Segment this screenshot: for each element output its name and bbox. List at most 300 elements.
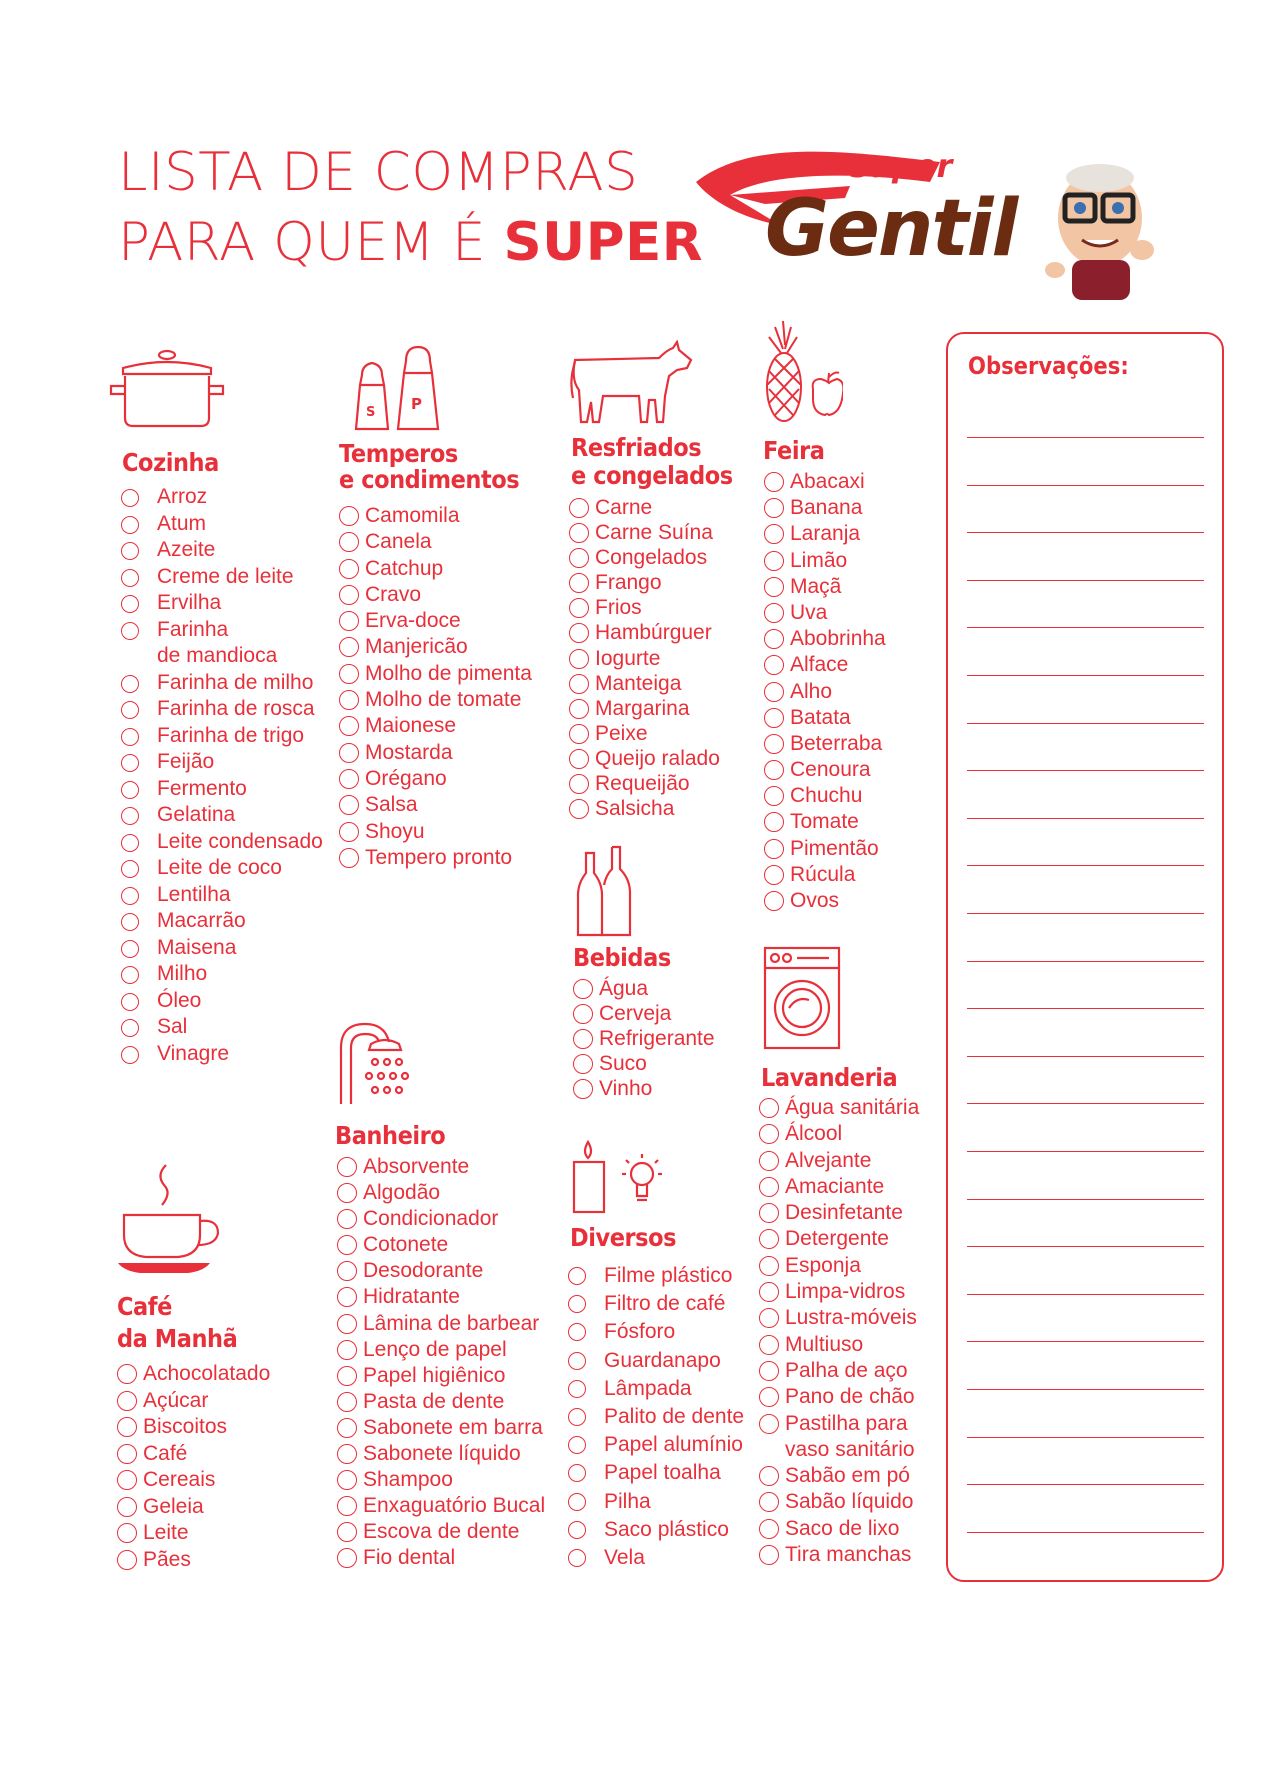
list-item[interactable] — [339, 740, 532, 766]
checkbox-circle[interactable] — [339, 795, 359, 815]
observacoes-writing-line[interactable] — [967, 1199, 1204, 1200]
list-item[interactable] — [339, 845, 532, 871]
list-item[interactable] — [759, 1148, 919, 1174]
checkbox-circle[interactable] — [117, 1523, 137, 1543]
checkbox-circle[interactable] — [569, 523, 589, 543]
checkbox-circle[interactable] — [337, 1366, 357, 1386]
checkbox-circle[interactable] — [117, 1364, 137, 1384]
list-item[interactable] — [759, 1411, 919, 1464]
checkbox-circle[interactable] — [569, 573, 589, 593]
list-item[interactable] — [569, 570, 720, 595]
temperos-title-line-2: e condimentos — [339, 465, 520, 494]
shower-icon — [337, 1018, 417, 1106]
list-item[interactable] — [569, 671, 720, 696]
list-item[interactable] — [764, 783, 886, 809]
observacoes-writing-line[interactable] — [967, 1294, 1204, 1295]
list-item[interactable] — [117, 1441, 270, 1468]
checkbox-circle[interactable] — [759, 1492, 779, 1512]
list-item[interactable] — [764, 469, 886, 495]
checkbox-circle[interactable] — [121, 516, 139, 534]
checkbox-circle[interactable] — [339, 848, 359, 868]
list-item[interactable] — [121, 537, 323, 564]
checkbox-circle[interactable] — [121, 781, 139, 799]
checkbox-circle[interactable] — [759, 1466, 779, 1486]
checkbox-circle[interactable] — [568, 1549, 586, 1567]
list-item[interactable] — [759, 1358, 919, 1384]
list-item[interactable] — [759, 1226, 919, 1252]
checkbox-circle[interactable] — [568, 1408, 586, 1426]
list-item[interactable] — [117, 1361, 270, 1388]
list-item[interactable] — [759, 1332, 919, 1358]
checkbox-circle[interactable] — [569, 749, 589, 769]
item-label: Salsicha — [595, 797, 675, 821]
list-item[interactable] — [337, 1519, 545, 1545]
item-label: Açúcar — [143, 1388, 209, 1412]
list-item[interactable] — [121, 961, 323, 988]
item-label: Manteiga — [595, 671, 682, 695]
list-item[interactable] — [337, 1337, 545, 1363]
list-item[interactable] — [573, 976, 715, 1001]
item-label: Limpa-vidros — [785, 1280, 906, 1304]
list-item[interactable] — [121, 855, 323, 882]
item-label: Suco — [599, 1052, 647, 1076]
list-item[interactable] — [764, 757, 886, 783]
checkbox-circle[interactable] — [573, 1079, 593, 1099]
list-item[interactable] — [764, 521, 886, 547]
checkbox-circle[interactable] — [764, 760, 784, 780]
list-item[interactable] — [764, 731, 886, 757]
checkbox-circle[interactable] — [339, 716, 359, 736]
checkbox-circle[interactable] — [568, 1267, 586, 1285]
checkbox-circle[interactable] — [337, 1418, 357, 1438]
cozinha-title: Cozinha — [122, 448, 219, 477]
checkbox-circle[interactable] — [337, 1340, 357, 1360]
list-item[interactable] — [569, 646, 720, 671]
list-item[interactable] — [121, 484, 323, 511]
list-item[interactable] — [121, 590, 323, 617]
list-item[interactable] — [764, 888, 886, 914]
checkbox-circle[interactable] — [759, 1545, 779, 1565]
checkbox-circle[interactable] — [337, 1470, 357, 1490]
item-label: Palito de dente — [604, 1404, 745, 1428]
item-label: Álcool — [785, 1122, 843, 1146]
observacoes-title: Observações: — [968, 352, 1129, 380]
list-item[interactable] — [573, 1026, 715, 1051]
observacoes-writing-line[interactable] — [967, 818, 1204, 819]
checkbox-circle[interactable] — [764, 708, 784, 728]
list-item[interactable] — [339, 792, 532, 818]
checkbox-circle[interactable] — [569, 498, 589, 518]
checkbox-circle[interactable] — [121, 940, 139, 958]
item-label: Pães — [143, 1547, 191, 1571]
observacoes-writing-line[interactable] — [967, 1008, 1204, 1009]
list-item[interactable] — [568, 1516, 744, 1544]
observacoes-writing-line[interactable] — [967, 1246, 1204, 1247]
checkbox-circle[interactable] — [121, 913, 139, 931]
observacoes-writing-line[interactable] — [967, 865, 1204, 866]
item-label: Camomila — [365, 504, 460, 527]
list-item[interactable] — [569, 696, 720, 721]
list-item[interactable] — [117, 1414, 270, 1441]
item-label: Fermento — [157, 776, 247, 800]
list-item[interactable] — [568, 1318, 744, 1346]
checkbox-circle[interactable] — [764, 603, 784, 623]
list-item[interactable] — [764, 862, 886, 888]
list-item[interactable] — [339, 582, 532, 608]
checkbox-circle[interactable] — [764, 812, 784, 832]
checkbox-circle[interactable] — [759, 1229, 779, 1249]
list-item[interactable] — [117, 1467, 270, 1494]
checkbox-circle[interactable] — [121, 675, 139, 693]
list-item[interactable] — [337, 1441, 545, 1467]
checkbox-circle[interactable] — [764, 498, 784, 518]
checkbox-circle[interactable] — [764, 865, 784, 885]
checkbox-circle[interactable] — [339, 822, 359, 842]
list-item[interactable] — [764, 652, 886, 678]
list-item[interactable] — [339, 687, 532, 713]
list-item[interactable] — [573, 1076, 715, 1101]
list-item[interactable] — [337, 1467, 545, 1493]
list-item[interactable] — [568, 1403, 744, 1431]
checkbox-circle[interactable] — [121, 542, 139, 560]
list-item[interactable] — [568, 1290, 744, 1318]
list-item[interactable] — [337, 1232, 545, 1258]
list-item[interactable] — [759, 1279, 919, 1305]
checkbox-circle[interactable] — [339, 559, 359, 579]
list-item[interactable] — [121, 802, 323, 829]
list-item[interactable] — [569, 620, 720, 645]
checkbox-circle[interactable] — [568, 1521, 586, 1539]
checkbox-circle[interactable] — [121, 1046, 139, 1064]
observacoes-writing-line[interactable] — [967, 1151, 1204, 1152]
checkbox-circle[interactable] — [117, 1470, 137, 1490]
list-item[interactable] — [337, 1258, 545, 1284]
item-label: Pimentão — [790, 836, 879, 860]
checkbox-circle[interactable] — [568, 1352, 586, 1370]
list-item[interactable] — [121, 723, 323, 750]
observacoes-writing-line[interactable] — [967, 1389, 1204, 1390]
list-item[interactable] — [764, 809, 886, 835]
checkbox-circle[interactable] — [759, 1282, 779, 1302]
checkbox-circle[interactable] — [764, 472, 784, 492]
list-item[interactable] — [117, 1388, 270, 1415]
checkbox-circle[interactable] — [569, 674, 589, 694]
list-item[interactable] — [569, 721, 720, 746]
observacoes-writing-line[interactable] — [967, 532, 1204, 533]
list-item[interactable] — [759, 1463, 919, 1489]
list-item[interactable] — [764, 836, 886, 862]
list-item[interactable] — [121, 696, 323, 723]
checkbox-circle[interactable] — [339, 637, 359, 657]
list-item[interactable] — [121, 511, 323, 538]
list-item[interactable] — [337, 1206, 545, 1232]
list-item[interactable] — [764, 548, 886, 574]
checkbox-circle[interactable] — [759, 1177, 779, 1197]
checkbox-circle[interactable] — [121, 754, 139, 772]
checkbox-circle[interactable] — [337, 1548, 357, 1568]
bottles-icon — [574, 845, 632, 937]
list-item[interactable] — [121, 829, 323, 856]
checkbox-circle[interactable] — [121, 887, 139, 905]
list-item[interactable] — [339, 503, 532, 529]
list-item[interactable] — [759, 1489, 919, 1515]
observacoes-writing-line[interactable] — [967, 1056, 1204, 1057]
observacoes-writing-line[interactable] — [967, 1437, 1204, 1438]
checkbox-circle[interactable] — [764, 629, 784, 649]
checkbox-circle[interactable] — [117, 1550, 137, 1570]
checkbox-circle[interactable] — [121, 1019, 139, 1037]
resfriados-list — [569, 495, 720, 821]
observacoes-writing-line[interactable] — [967, 675, 1204, 676]
checkbox-circle[interactable] — [759, 1124, 779, 1144]
checkbox-circle[interactable] — [339, 506, 359, 526]
checkbox-circle[interactable] — [569, 724, 589, 744]
checkbox-circle[interactable] — [764, 655, 784, 675]
list-item[interactable] — [764, 679, 886, 705]
checkbox-circle[interactable] — [573, 1029, 593, 1049]
list-item[interactable] — [759, 1542, 919, 1568]
checkbox-circle[interactable] — [759, 1361, 779, 1381]
item-label: Condicionador — [363, 1207, 499, 1231]
list-item[interactable] — [568, 1488, 744, 1516]
item-label: Catchup — [365, 556, 444, 580]
checkbox-circle[interactable] — [569, 548, 589, 568]
checkbox-circle[interactable] — [337, 1157, 357, 1177]
list-item[interactable] — [339, 608, 532, 634]
checkbox-circle[interactable] — [337, 1392, 357, 1412]
super-gentil-logo — [690, 100, 1210, 300]
checkbox-circle[interactable] — [337, 1209, 357, 1229]
checkbox-circle[interactable] — [339, 585, 359, 605]
list-item[interactable] — [339, 766, 532, 792]
list-item[interactable] — [121, 935, 323, 962]
list-item[interactable] — [121, 617, 323, 670]
checkbox-circle[interactable] — [117, 1417, 137, 1437]
observacoes-writing-line[interactable] — [967, 913, 1204, 914]
checkbox-circle[interactable] — [337, 1287, 357, 1307]
salt-pepper-icon — [354, 345, 446, 431]
checkbox-circle[interactable] — [121, 834, 139, 852]
list-item[interactable] — [764, 626, 886, 652]
checkbox-circle[interactable] — [568, 1295, 586, 1313]
list-item[interactable] — [764, 705, 886, 731]
checkbox-circle[interactable] — [117, 1497, 137, 1517]
list-item[interactable] — [337, 1545, 545, 1571]
list-item[interactable] — [759, 1305, 919, 1331]
observacoes-writing-line[interactable] — [967, 1484, 1204, 1485]
list-item[interactable] — [764, 574, 886, 600]
checkbox-circle[interactable] — [339, 690, 359, 710]
cozinha-list — [121, 484, 323, 1067]
checkbox-circle[interactable] — [337, 1235, 357, 1255]
list-item[interactable] — [339, 819, 532, 845]
checkbox-circle[interactable] — [569, 699, 589, 719]
list-item[interactable] — [568, 1262, 744, 1290]
checkbox-circle[interactable] — [121, 489, 139, 507]
observacoes-writing-line[interactable] — [967, 1103, 1204, 1104]
list-item[interactable] — [568, 1431, 744, 1459]
list-item[interactable] — [759, 1095, 919, 1121]
item-label: Lenço de papel — [363, 1337, 507, 1361]
checkbox-circle[interactable] — [121, 728, 139, 746]
list-item[interactable] — [337, 1415, 545, 1441]
observacoes-writing-line[interactable] — [967, 627, 1204, 628]
list-item[interactable] — [569, 520, 720, 545]
list-item[interactable] — [569, 595, 720, 620]
observacoes-writing-line[interactable] — [967, 1341, 1204, 1342]
checkbox-circle[interactable] — [759, 1335, 779, 1355]
list-item[interactable] — [121, 564, 323, 591]
list-item[interactable] — [339, 661, 532, 687]
checkbox-circle[interactable] — [764, 891, 784, 911]
checkbox-circle[interactable] — [121, 860, 139, 878]
list-item[interactable] — [337, 1363, 545, 1389]
checkbox-circle[interactable] — [764, 577, 784, 597]
list-item[interactable] — [568, 1347, 744, 1375]
checkbox-circle[interactable] — [568, 1380, 586, 1398]
list-item[interactable] — [569, 796, 720, 821]
checkbox-circle[interactable] — [339, 743, 359, 763]
checkbox-circle[interactable] — [568, 1464, 586, 1482]
list-item[interactable] — [121, 1014, 323, 1041]
list-item[interactable] — [573, 1001, 715, 1026]
checkbox-circle[interactable] — [759, 1387, 779, 1407]
checkbox-circle[interactable] — [121, 569, 139, 587]
list-item[interactable] — [764, 495, 886, 521]
list-item[interactable] — [339, 529, 532, 555]
checkbox-circle[interactable] — [764, 524, 784, 544]
list-item[interactable] — [121, 908, 323, 935]
checkbox-circle[interactable] — [121, 595, 139, 613]
list-item[interactable] — [337, 1180, 545, 1206]
observacoes-writing-line[interactable] — [967, 437, 1204, 438]
list-item[interactable] — [121, 882, 323, 909]
mascot-grandpa-icon — [1045, 164, 1154, 300]
checkbox-circle[interactable] — [121, 966, 139, 984]
list-item[interactable] — [759, 1516, 919, 1542]
list-item[interactable] — [121, 749, 323, 776]
item-label: Manjericão — [365, 635, 468, 659]
item-label: Absorvente — [363, 1155, 470, 1178]
checkbox-circle[interactable] — [121, 993, 139, 1011]
checkbox-circle[interactable] — [117, 1391, 137, 1411]
list-item[interactable] — [569, 746, 720, 771]
list-item[interactable] — [568, 1375, 744, 1403]
checkbox-circle[interactable] — [764, 734, 784, 754]
list-item[interactable] — [569, 495, 720, 520]
list-item[interactable] — [339, 556, 532, 582]
list-item[interactable] — [117, 1494, 270, 1521]
list-item[interactable] — [759, 1253, 919, 1279]
list-item[interactable] — [121, 988, 323, 1015]
checkbox-circle[interactable] — [337, 1444, 357, 1464]
checkbox-circle[interactable] — [337, 1496, 357, 1516]
checkbox-circle[interactable] — [573, 979, 593, 999]
checkbox-circle[interactable] — [337, 1183, 357, 1203]
observacoes-writing-line[interactable] — [967, 723, 1204, 724]
list-item[interactable] — [759, 1384, 919, 1410]
checkbox-circle[interactable] — [759, 1256, 779, 1276]
list-item[interactable] — [759, 1121, 919, 1147]
list-item[interactable] — [759, 1174, 919, 1200]
list-item[interactable] — [759, 1200, 919, 1226]
list-item[interactable] — [337, 1284, 545, 1310]
checkbox-circle[interactable] — [568, 1436, 586, 1454]
checkbox-circle[interactable] — [339, 769, 359, 789]
checkbox-circle[interactable] — [759, 1519, 779, 1539]
checkbox-circle[interactable] — [339, 664, 359, 684]
list-item[interactable] — [121, 776, 323, 803]
list-item[interactable] — [117, 1520, 270, 1547]
list-item[interactable] — [764, 600, 886, 626]
checkbox-circle[interactable] — [339, 611, 359, 631]
checkbox-circle[interactable] — [573, 1054, 593, 1074]
item-label: Papel toalha — [604, 1461, 721, 1485]
checkbox-circle[interactable] — [759, 1098, 779, 1118]
checkbox-circle[interactable] — [569, 799, 589, 819]
list-item[interactable] — [337, 1493, 545, 1519]
checkbox-circle[interactable] — [121, 622, 139, 640]
checkbox-circle[interactable] — [764, 551, 784, 571]
list-item[interactable] — [568, 1459, 744, 1487]
list-item[interactable] — [121, 670, 323, 697]
checkbox-circle[interactable] — [573, 1004, 593, 1024]
checkbox-circle[interactable] — [764, 786, 784, 806]
item-label: Sal — [157, 1015, 188, 1038]
checkbox-circle[interactable] — [339, 532, 359, 552]
list-item[interactable] — [339, 634, 532, 660]
checkbox-circle[interactable] — [759, 1414, 779, 1434]
checkbox-circle[interactable] — [337, 1261, 357, 1281]
list-item[interactable] — [573, 1051, 715, 1076]
checkbox-circle[interactable] — [121, 807, 139, 825]
item-label: Guardanapo — [604, 1348, 721, 1372]
checkbox-circle[interactable] — [569, 598, 589, 618]
checkbox-circle[interactable] — [759, 1151, 779, 1171]
list-item[interactable] — [569, 545, 720, 570]
checkbox-circle[interactable] — [337, 1522, 357, 1542]
observacoes-writing-line[interactable] — [967, 485, 1204, 486]
checkbox-circle[interactable] — [764, 682, 784, 702]
observacoes-writing-line[interactable] — [967, 580, 1204, 581]
list-item[interactable] — [121, 1041, 323, 1068]
checkbox-circle[interactable] — [568, 1493, 586, 1511]
checkbox-circle[interactable] — [117, 1444, 137, 1464]
list-item[interactable] — [337, 1154, 545, 1180]
list-item[interactable] — [337, 1389, 545, 1415]
observacoes-writing-line[interactable] — [967, 770, 1204, 771]
observacoes-writing-line[interactable] — [967, 961, 1204, 962]
list-item[interactable] — [337, 1311, 545, 1337]
checkbox-circle[interactable] — [121, 701, 139, 719]
checkbox-circle[interactable] — [568, 1323, 586, 1341]
item-label: Fio dental — [363, 1546, 456, 1570]
observacoes-box[interactable] — [946, 332, 1224, 1582]
temperos-title — [339, 441, 519, 493]
checkbox-circle[interactable] — [759, 1203, 779, 1223]
checkbox-circle[interactable] — [337, 1314, 357, 1334]
list-item[interactable] — [117, 1547, 270, 1574]
checkbox-circle[interactable] — [759, 1308, 779, 1328]
list-item[interactable] — [569, 771, 720, 796]
list-item[interactable] — [339, 713, 532, 739]
checkbox-circle[interactable] — [569, 649, 589, 669]
checkbox-circle[interactable] — [569, 623, 589, 643]
observacoes-writing-line[interactable] — [967, 1532, 1204, 1533]
checkbox-circle[interactable] — [569, 774, 589, 794]
checkbox-circle[interactable] — [764, 839, 784, 859]
list-item[interactable] — [568, 1544, 744, 1572]
